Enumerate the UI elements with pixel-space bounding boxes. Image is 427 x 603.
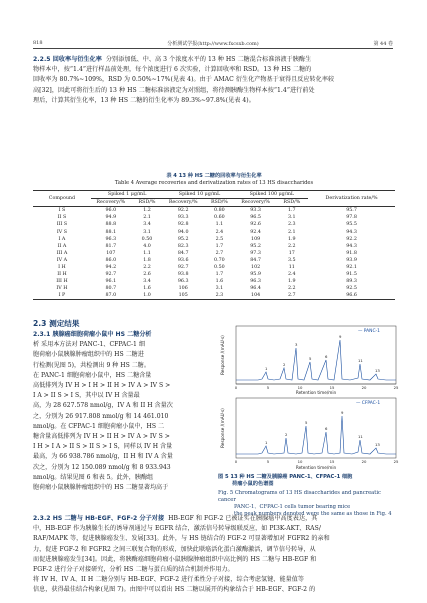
table-row: [33, 250, 395, 257]
table-row: [33, 271, 395, 278]
table-row: [33, 285, 395, 292]
sub-rsd: RSD/%: [203, 199, 236, 207]
value-cell: 84.7: [177, 250, 189, 256]
value-cell: 92.6: [250, 222, 261, 228]
value-cell: 105: [163, 292, 203, 300]
compound-cell: II A: [57, 243, 67, 249]
value-cell: 1.9: [287, 236, 296, 242]
value-cell: 2.2: [287, 243, 296, 249]
value-cell: 96.6: [308, 292, 395, 300]
value-cell: 1.0: [131, 292, 164, 300]
table-row: [33, 257, 395, 264]
svg-text:11: 11: [358, 358, 363, 363]
sub-rsd: RSD/%: [131, 199, 164, 207]
header-rule: [33, 48, 393, 49]
value-cell: 2.4: [287, 272, 296, 278]
value-cell: 91.8: [346, 250, 357, 256]
fig5-xlabel-top: Retention time/min: [295, 390, 337, 395]
value-cell: 95.9: [250, 272, 261, 278]
svg-text:10: 10: [297, 385, 303, 390]
svg-text:5: 5: [266, 385, 270, 390]
value-cell: 88.1: [105, 229, 117, 235]
value-cell: 92.2: [177, 208, 189, 214]
table-row: [33, 207, 395, 215]
compound-cell: IV S: [56, 229, 68, 235]
svg-text:15: 15: [329, 385, 335, 390]
svg-text:20: 20: [361, 385, 367, 390]
svg-text:13: 13: [375, 442, 380, 447]
sub-recovery: Recovery/%: [236, 199, 276, 207]
value-cell: 2.3: [203, 292, 236, 300]
value-cell: 2.3: [287, 222, 296, 228]
value-cell: 94.0: [177, 229, 189, 235]
section-231-text: 2.3.1 胰腺癌细胞荷瘤小鼠中 HS 二糖分析 析 采用本方法对 PANC-1、CFPAC-1 细 胞荷瘤小鼠胰腺肿瘤组织中的 HS 二糖进 行检测(见图 5)，共检测出 9 种 HS 二糖。 在 PANC-1 细胞荷瘤小鼠中，HS 二糖含量 高低排列为 IV H > I H > II H > IV A > IV S > I A > II S > I S，其中以 IV H 含量最 高，为 28 627.578 nmol/g，IV A 和 II H 含量次 之，分别为 26 917.808 nmol/g 和 14 461.010 nmol/g。在 CFPAC-1 细胞荷瘤小鼠中，HS 二 糖含量高低排列为 IV H > II H > IV A > IV S > I H > I A > II S > II S > I S，同样以 IV H 含量 最高，为 66 938.786 nmol/g，II H 和 IV A 含量 次之，分别为 12 150.089 nmol/g 和 8 933.943 nmol/g。结果见图 6 和表 5。此外，胰酶组 胞荷瘤小鼠胰腺肿瘤组织中的 HS 二糖显著均高于: [33, 330, 213, 493]
value-cell: 86.0: [105, 257, 117, 263]
value-cell: 1.6: [215, 279, 224, 285]
value-cell: 0.50: [141, 236, 153, 242]
fig5-xlabel-bottom: Retention time/min: [295, 465, 337, 470]
svg-text:2: 2: [283, 362, 286, 367]
compound-cell: I A: [58, 236, 66, 242]
svg-text:6: 6: [325, 426, 328, 431]
table-row: [33, 278, 395, 285]
svg-text:11: 11: [358, 434, 363, 439]
value-cell: 2.1: [143, 215, 151, 221]
xticks-bottom: [235, 459, 399, 464]
compound-cell: IV H: [56, 286, 68, 292]
value-cell: 93.8: [177, 272, 189, 278]
recovery-table: [33, 190, 395, 300]
svg-text:5: 5: [266, 459, 270, 464]
value-cell: 93.9: [346, 257, 357, 263]
journal-name: 分析测试学报(http://www.fxcsxb.com): [167, 41, 259, 47]
value-cell: 84.7: [250, 257, 261, 263]
value-cell: 1.6: [143, 286, 151, 292]
figure-5-caption-en: Fig. 5 Chromatograms of 13 HS disaccharides and pancreatic cancer PANC-1、CFPAC-1 cells tumor bearing mice the peak numbers denoted were the same as those in Fig. 4: [218, 490, 392, 517]
svg-text:1: 1: [265, 366, 268, 371]
col-spike-1: Spiked 1 μg/mL: [91, 191, 163, 199]
value-cell: 94.9: [105, 215, 117, 221]
value-cell: 92.1: [346, 264, 357, 270]
value-cell: 1.7: [215, 243, 224, 249]
value-cell: 95.2: [250, 243, 261, 249]
svg-text:2: 2: [285, 432, 288, 437]
value-cell: 92.8: [177, 222, 189, 228]
value-cell: 0.50: [214, 264, 225, 270]
value-cell: 81.7: [105, 243, 117, 249]
compound-cell: III H: [56, 279, 68, 285]
fig5-ylabel-top: Response /(mAU·s): [220, 335, 225, 375]
legend-panc1: — PANC-1: [358, 329, 380, 334]
value-cell: 95.2: [177, 236, 189, 242]
value-cell: 87.0: [91, 292, 131, 300]
value-cell: 93.3: [250, 208, 261, 214]
svg-text:9: 9: [339, 334, 342, 339]
value-cell: 4.0: [143, 243, 151, 249]
value-cell: 2.6: [143, 272, 151, 278]
compound-cell: II H: [57, 272, 67, 278]
compound-cell: I H: [58, 264, 66, 270]
value-cell: 17: [288, 250, 295, 256]
value-cell: 3.1: [215, 286, 224, 292]
value-cell: 97.8: [346, 215, 357, 221]
value-cell: 95.5: [346, 222, 357, 228]
value-cell: 96.1: [105, 279, 117, 285]
compound-cell: I P: [33, 292, 91, 300]
value-cell: 106: [178, 286, 188, 292]
value-cell: 97.3: [250, 250, 261, 256]
value-cell: 3.4: [143, 279, 151, 285]
svg-text:3: 3: [295, 342, 298, 347]
col-spike-10: Spiked 10 μg/mL: [163, 191, 235, 199]
value-cell: 96.3: [177, 279, 189, 285]
table-row: [33, 292, 395, 300]
svg-text:20: 20: [361, 459, 367, 464]
value-cell: 93.6: [177, 257, 189, 263]
table4-caption-zh: 表 4 13 种 HS 二糖的回收率与衍生化率: [166, 173, 262, 179]
value-cell: 2.7: [276, 292, 309, 300]
table4-caption-en: Table 4 Average recoveries and derivatization rates of 13 HS disaccharides: [114, 180, 314, 186]
sub-rsd: RSD/%: [276, 199, 309, 207]
svg-text:9: 9: [341, 410, 344, 415]
svg-text:5: 5: [305, 420, 308, 425]
section-225-title: 2.2.5 回收率与衍生化率: [33, 56, 102, 63]
col-derivatization: Derivatization rate/%: [308, 191, 395, 207]
figure-5-chromatogram: [218, 322, 400, 472]
sub-recovery: Recovery/%: [91, 199, 131, 207]
value-cell: 11: [288, 264, 295, 270]
value-cell: 1.1: [215, 222, 224, 228]
col-compound: Compound: [33, 191, 91, 207]
svg-text:13: 13: [375, 368, 380, 373]
value-cell: 1.1: [143, 250, 151, 256]
svg-text:10: 10: [297, 459, 303, 464]
svg-text:0: 0: [234, 459, 238, 464]
value-cell: 92.4: [250, 229, 261, 235]
value-cell: 1.9: [287, 279, 296, 285]
value-cell: 96.3: [250, 279, 261, 285]
value-cell: 92.5: [346, 286, 357, 292]
svg-text:15: 15: [329, 459, 335, 464]
svg-text:25: 25: [393, 385, 399, 390]
peak-labels-top: [265, 334, 380, 373]
value-cell: 2.2: [287, 286, 296, 292]
value-cell: 1.8: [143, 257, 151, 263]
recovery-table-body: [33, 207, 395, 300]
value-cell: 3.1: [287, 215, 296, 221]
value-cell: 0.80: [214, 208, 225, 214]
value-cell: 94.3: [346, 243, 357, 249]
svg-text:0: 0: [234, 385, 238, 390]
value-cell: 80.7: [105, 286, 117, 292]
table-row: [33, 236, 395, 243]
value-cell: 94.2: [105, 264, 117, 270]
value-cell: 92.2: [346, 236, 357, 242]
value-cell: 3.1: [143, 229, 151, 235]
value-cell: 1.2: [143, 208, 151, 214]
section-231-title: 2.3.1 胰腺癌细胞荷瘤小鼠中 HS 二糖分析: [33, 331, 152, 338]
value-cell: 2.1: [287, 229, 296, 235]
svg-text:6: 6: [325, 354, 328, 359]
compound-cell: I S: [58, 208, 66, 214]
value-cell: 0.70: [214, 257, 225, 263]
svg-text:5: 5: [309, 356, 312, 361]
value-cell: 102: [251, 264, 261, 270]
table-row: [33, 221, 395, 228]
value-cell: 91.5: [346, 272, 357, 278]
value-cell: 95.7: [346, 208, 357, 214]
figure-5-caption-zh: 图 5 13 种 HS 二糖及胰腺癌 PANC-1、CFPAC-1 细胞 荷瘤小鼠的色谱图: [218, 474, 353, 487]
sub-recovery: Recovery/%: [163, 199, 203, 207]
value-cell: 96.4: [250, 286, 261, 292]
value-cell: 96.3: [105, 236, 117, 242]
peak-labels-bottom: [265, 410, 380, 447]
section-225-text: 2.2.5 回收率与衍生化率 分别添加低、中、高 3 个浓度水平的 13 种 HS 二糖混合标准溶液于胰酶生 物样本中，按“1.4”进行样品前处理，每个浓度进行 6 次实验，计算回收率和 RSD。13 种 HS 二糖的 回收率为 80.7%~109%，RSD 为 0.50%~17%(见表 4)。由于 AMAC 衍生化产物基于衰得且反应转化率较 高[32]，因此可将衍生后的 13 种 HS 二糖标准溶液定为对照组，将待测胰酶生物样本按“1.4”进行前处 理后，计算其衍生化率，13 种 HS 二糖的衍生化率为 89.3%~97.8%(见表 4)。: [33, 56, 335, 104]
value-cell: 96.5: [250, 215, 261, 221]
value-cell: 104: [236, 292, 276, 300]
value-cell: 94.3: [346, 229, 357, 235]
value-cell: 109: [251, 236, 261, 242]
value-cell: 3.5: [287, 257, 296, 263]
value-cell: 3.4: [143, 222, 151, 228]
svg-text:25: 25: [393, 459, 399, 464]
section-232-text: 2.3.2 HS 二糖与 HB-EGF、FGF-2 分子对接 HB-EGF 和 FGF-2 已被证实在胰腺癌中高度表达，其 中，HB-EGF 作为胰腺生长的诱导剂通过与 EGFR 结合，激活信号转导级联反应，如 PI3K-AKT、RAS/ RAF/MAPK 等，促进胰腺癌发生、发展[33]。此外，与 HS 链结合的 FGF-2 可显著增加对 FGFR2 的亲和 力，促进 FGF-2 和 FGFR2 之间三联复合物的形成，加快此联癌活化蛋白激酶激活，调节信号转导，从 而促进胰腺癌发生[34]。因此，将胰酶癌细胞荷瘤小鼠胰腺肿瘤组织中高比例的 HS 二糖与 HB-EGF 和 FGF-2 进行分子对接研究，分析 HS 二糖与蛋白质的结合机制并作用力。 将 IV H、IV A、II H 二糖分别与 HB-EGF、FGF-2 进行柔性分子对接，综合考虑氢键、能量值等 信息，获得最佳结合构象(见图 7)。由图中可以看出 HS 二糖以展开的构象结合于 HB-EGF、FGF-2 的: [33, 515, 330, 594]
table-row: [33, 228, 395, 235]
compound-cell: IV A: [56, 257, 68, 263]
value-cell: 82.3: [177, 243, 189, 249]
value-cell: 93.3: [177, 215, 189, 221]
table-row: [33, 264, 395, 271]
value-cell: 92.7: [105, 272, 117, 278]
table-row: [33, 214, 395, 221]
value-cell: 2.2: [143, 264, 151, 270]
compound-cell: III A: [56, 250, 68, 256]
value-cell: 2.4: [215, 229, 224, 235]
volume-label: 第 44 卷: [373, 41, 393, 47]
fig5-ylabel-bottom: Response /(mAU·s): [220, 408, 225, 448]
value-cell: 88.8: [105, 222, 117, 228]
col-spike-100: Spiked 100 μg/mL: [236, 191, 308, 199]
svg-text:1: 1: [265, 440, 268, 445]
legend-cfpac1: — CFPAC-1: [356, 401, 381, 406]
value-cell: 107: [106, 250, 116, 256]
compound-cell: III S: [56, 222, 68, 228]
value-cell: 92.7: [177, 264, 189, 270]
value-cell: 1.7: [287, 208, 296, 214]
value-cell: 0.60: [214, 215, 225, 221]
section-23-title: 2.3 测定结果: [33, 319, 80, 328]
value-cell: 1.7: [215, 272, 224, 278]
value-cell: 96.0: [105, 208, 117, 214]
compound-cell: II S: [57, 215, 67, 221]
table-row: [33, 243, 395, 250]
value-cell: 2.7: [215, 250, 224, 256]
page-number: 818: [33, 40, 43, 46]
section-232-title: 2.3.2 HS 二糖与 HB-EGF、FGF-2 分子对接: [33, 515, 165, 522]
value-cell: 2.5: [215, 236, 224, 242]
value-cell: 89.3: [346, 279, 357, 285]
